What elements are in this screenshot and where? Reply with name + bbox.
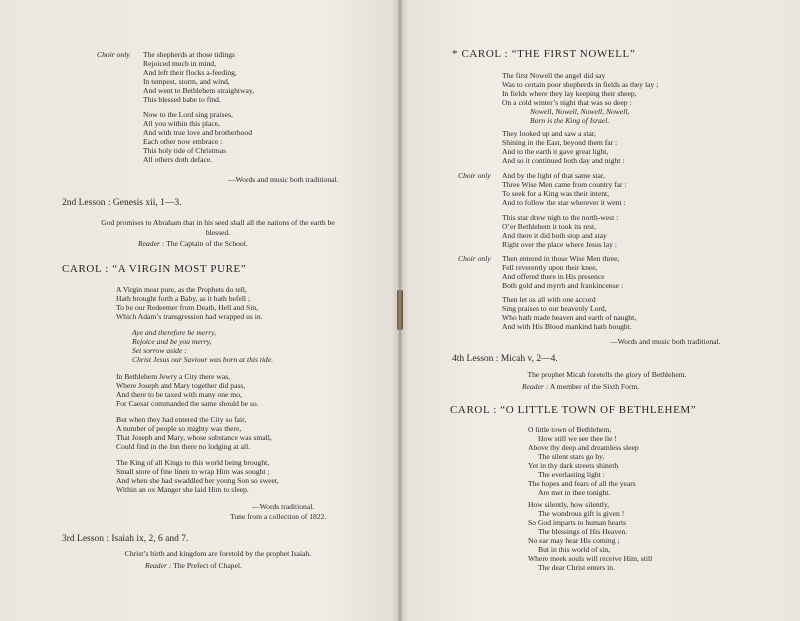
verse-line: How still we see thee lie ! [538,434,617,443]
lesson3-title: 3rd Lesson : Isaiah ix, 2, 6 and 7. [62,534,189,544]
verse-line: Small store of fine linen to wrap Him was sought ; [116,467,270,476]
verse-line: In Bethlehem Jewry a City there was, [116,372,231,381]
carol2-credit-words: —Words traditional. [252,502,315,511]
verse-line: So God imparts to human hearts [528,518,627,527]
verse-line: Then let us all with one accord [502,295,596,304]
verse-line: The hopes and fears of all the years [528,479,636,488]
carol4-verse1 [528,425,639,497]
verse-line: That Joseph and Mary, whose substance was small, [116,433,272,442]
verse-line: And to the earth it gave great light, [502,147,609,156]
lesson2-reader [138,239,248,248]
carol1-verse3 [143,50,254,104]
verse-line: Set sorrow aside : [132,346,187,355]
verse-line: Rejoiced much in mind, [143,59,216,68]
carol3-verse4 [502,213,618,249]
verse-line: The silent stars go by. [538,452,605,461]
verse-line: Hath brought forth a Baby, as it hath befell ; [116,294,251,303]
verse-line: And with His Blood mankind hath bought. [502,322,632,331]
lesson4-reader [522,382,639,391]
verse-line: How silently, how silently, [528,500,610,509]
verse-line: Aye and therefore be merry, [132,328,216,337]
choir-only-label: Choir only [458,254,491,263]
carol3-verse3 [502,171,627,207]
verse-line: The King of all Kings to this world being brought, [116,458,270,467]
verse-line: For Caesar commanded the same should be so. [116,399,259,408]
verse-line: And went to Bethlehem straightway, [143,86,255,95]
carol1-credit: —Words and music both traditional. [228,175,339,184]
reader-label: Reader : [138,239,165,248]
verse-line: And so it continued both day and night : [502,156,625,165]
verse-line: Both gold and myrrh and frankincense : [502,281,624,290]
verse-line: Nowell, Nowell, Nowell, Nowell, [530,107,630,116]
carol1-verse4 [143,110,252,164]
verse-line: And offered there in His presence [502,272,605,281]
verse-line: Are met in thee tonight. [538,488,611,497]
verse-line: They looked up and saw a star, [502,129,596,138]
carol3-verse5 [502,254,623,290]
verse-line: Each other now embrace : [143,137,223,146]
carol2-title: CAROL : “A VIRGIN MOST PURE” [62,263,247,275]
verse-line: The first Nowell the angel did say [502,71,606,80]
verse-line: But in this world of sin, [538,545,611,554]
verse-line: This blessed babe to find. [143,95,221,104]
verse-line: And with true love and brotherhood [143,128,253,137]
verse-line: To be our Redeemer from Death, Hell and Sin, [116,303,259,312]
verse-line: O little town of Bethlehem, [528,425,612,434]
verse-line: Then entered in those Wise Men three, [502,254,620,263]
verse-line: The shepherds at those tidings [143,50,235,59]
verse-line: Could find in the Inn there no lodging at all. [116,442,251,451]
verse-line: Rejoice and be you merry, [132,337,212,346]
verse-line: A Virgin most pure, as the Prophets do tell, [116,285,247,294]
verse-line: In tempest, storm, and wind, [143,77,230,86]
carol3-title: * CAROL : “THE FIRST NOWELL” [452,48,636,60]
verse-line: Shining in the East, beyond them far : [502,138,618,147]
choir-only-label: Choir only [97,50,130,59]
carol2-verse4 [116,458,279,494]
carol4-title: CAROL : “O LITTLE TOWN OF BETHLEHEM” [450,404,697,416]
verse-line: O’er Bethlehem it took its rest, [502,222,597,231]
carol2-credit-tune: Tune from a collection of 1822. [230,512,327,521]
verse-line: And to follow the star wherever it went : [502,198,626,207]
verse-line: Yet in thy dark streets shineth [528,461,619,470]
verse-line: And left their flocks a-feeding, [143,68,237,77]
carol2-verse1 [116,285,263,321]
verse-line: The blessings of His Heaven. [538,527,628,536]
carol2-verse3 [116,415,272,451]
verse-line: Where Joseph and Mary together did pass, [116,381,246,390]
right-page [402,0,800,621]
verse-line: The everlasting light : [538,470,605,479]
lesson4-description: The prophet Micah foretells the glory of Bethlehem. [527,370,687,379]
verse-line: Within an ox Manger she laid Him to sleep. [116,485,249,494]
verse-line: The dear Christ enters in. [538,563,615,572]
left-page [0,0,398,621]
verse-line: Fell reverently upon their knee, [502,263,598,272]
carol3-refrain [530,107,629,125]
verse-line: And there it did both stop and stay [502,231,607,240]
verse-line: A number of people so mighty was there, [116,424,242,433]
verse-line: The wondrous gift is given ! [538,509,625,518]
verse-line: And by the light of that same star, [502,171,606,180]
verse-line: Born is the King of Israel. [530,116,610,125]
carol3-verse1 [502,71,658,107]
verse-line: To seek for a King was their intent, [502,189,610,198]
carol2-verse2 [116,372,259,408]
verse-line: Three Wise Men came from country far : [502,180,627,189]
choir-only-label: Choir only [458,171,491,180]
lesson4-title: 4th Lesson : Micah v, 2—4. [452,354,558,364]
reader-label: Reader : [145,561,172,570]
verse-line: Who hath made heaven and earth of naught, [502,313,637,322]
verse-line: Which Adam’s transgression had wrapped us in. [116,312,263,321]
carol3-verse6 [502,295,636,331]
verse-line: Above thy deep and dreamless sleep [528,443,639,452]
verse-line: Christ Jesus our Saviour was born at this tide. [132,355,274,364]
verse-line: This star drew nigh to the north-west : [502,213,619,222]
reader-name: A member of the Sixth Form. [549,382,640,391]
verse-line: And there to be taxed with many one mo, [116,390,242,399]
lesson2-description: God promises to Abraham that in his seed shall all the nations of the earth be blessed. [101,218,335,237]
verse-line: And when she had swaddled her young Son so sweet, [116,476,279,485]
lesson3-reader [145,561,242,570]
verse-line: Where meek souls will receive Him, still [528,554,653,563]
carol4-verse2 [528,500,652,572]
carol3-credit: —Words and music both traditional. [610,337,721,346]
verse-line: On a cold winter’s night that was so deep : [502,98,632,107]
verse-line: This holy tide of Christmas [143,146,227,155]
verse-line: But when they had entered the City so fair, [116,415,247,424]
verse-line: Was to certain poor shepherds in fields as they lay ; [502,80,659,89]
reader-name: The Captain of the School. [166,239,248,248]
verse-line: Right over the place where Jesus lay : [502,240,617,249]
verse-line: In fields where they lay keeping their sheep, [502,89,637,98]
reader-name: The Prefect of Chapel. [173,561,242,570]
verse-line: Now to the Lord sing praises, [143,110,233,119]
carol3-verse2 [502,129,624,165]
lesson3-description: Christ’s birth and kingdom are foretold by the prophet Isaiah. [124,549,312,558]
verse-line: No ear may hear His coming ; [528,536,620,545]
verse-line: Sing praises to our heavenly Lord, [502,304,607,313]
verse-line: All others doth deface. [143,155,213,164]
carol2-refrain [132,328,273,364]
lesson2-title: 2nd Lesson : Genesis xii, 1—3. [62,198,182,208]
verse-line: All you within this place, [143,119,220,128]
reader-label: Reader : [522,382,549,391]
